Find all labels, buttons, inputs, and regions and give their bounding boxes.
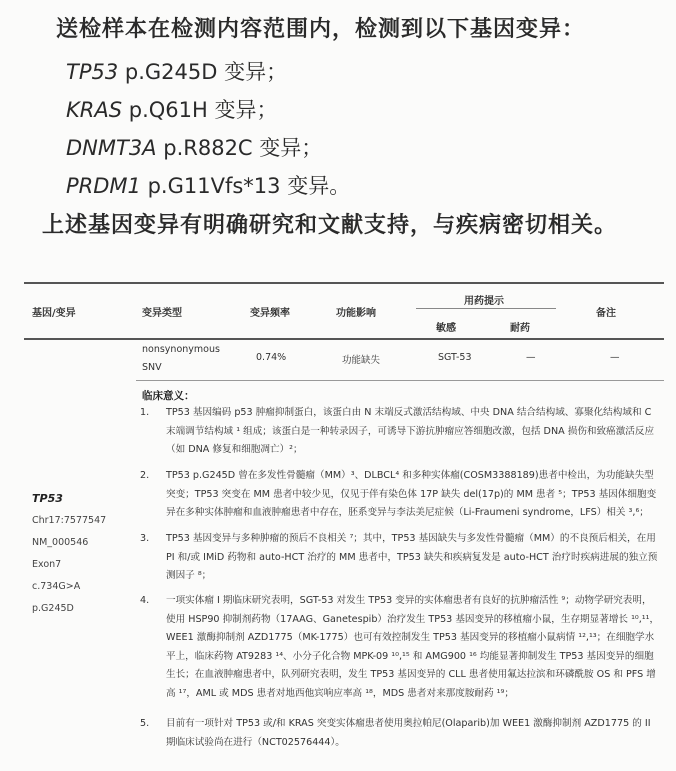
gene-transcript: NM_000546 [32,537,89,548]
variant-line [66,170,350,200]
item-text: TP53 基因变异与多种肿瘤的预后不良相关 ⁷；其中，TP53 基因缺失与多发性骨髓瘤（MM）的不良预后相关，在用 PI 和/或 IMiD 药物和 auto-HCT 治疗的 MM 患者中，TP53 缺失和疾病复发是 auto-HCT 治疗时疾病进展的独立预测因子 ⁸； [166,533,658,581]
cell-note: — [610,352,620,363]
gene-cdna: c.734G>A [32,581,81,592]
clinical-item [140,404,660,460]
summary-conclusion: 上述基因变异有明确研究和文献支持，与疾病密切相关。 [42,213,618,238]
gene-protein: p.G245D [32,603,74,614]
variant-gene: DNMT3A [66,136,157,160]
cell-impact: 功能缺失 [342,355,381,366]
row-divider [136,380,664,381]
header-type: 变异类型 [142,308,182,319]
item-text: TP53 p.G245D 曾在多发性骨髓瘤（MM）³、DLBCL⁴ 和多种实体瘤(COSM3388189)患者中检出，为功能缺失型突变；TP53 突变在 MM 患者中较少见，仅见于伴有染色体 17P 缺失 del(17p)的 MM 患者 ⁵；TP53 基因体细胞变异在多种实体肿瘤和血液肿瘤患者中存在，胚系变异与李法美尼症候（Li-Fraumeni syndrome，LFS）相关 ³,⁶； [166,470,657,518]
gene-position: Chr17:7577547 [32,515,107,526]
header-sensitive: 敏感 [436,323,456,334]
item-number: 4. [140,595,150,606]
report-summary [0,0,676,258]
gene-info [32,488,106,620]
variant-change: p.Q61H 变异； [128,98,278,122]
item-number: 3. [140,533,150,544]
variant-change: p.G245D 变异； [124,60,288,84]
clinical-item [140,467,660,523]
clinical-item [140,530,660,586]
header-note: 备注 [596,308,616,319]
header-gene: 基因/变异 [32,308,76,319]
item-number: 1. [140,407,150,418]
gene-exon: Exon7 [32,559,62,570]
clinical-item [140,715,660,752]
variant-table [24,282,664,771]
header-freq: 变异频率 [250,308,290,319]
cell-freq: 0.74% [256,352,287,363]
cell-sensitive: SGT-53 [438,352,472,363]
item-text: 一项实体瘤 I 期临床研究表明，SGT-53 对发生 TP53 变异的实体瘤患者有良好的抗肿瘤活性 ⁹；动物学研究表明，使用 HSP90 抑制剂药物（17AAG、Ganetespib）治疗发生 TP53 基因变异的移植瘤小鼠，生存期显著增长 ¹⁰,¹¹，WEE1 激酶抑制剂 AZD1775（MK-1775）也可有效控制发生 TP53 基因变异的移植瘤小鼠病情 ¹²,¹³；在细胞学水平上，临床药物 AT9283 ¹⁴、小分子化合物 MPK-09 ¹⁰,¹⁵ 和 AMG900 ¹⁶ 均能显著抑制发生 TP53 基因变异的细胞生长；在血液肿瘤患者中，队列研究表明，发生 TP53 基因变异的 CLL 患者使用氟达拉滨和环磷酰胺 OS 和 PFS 增高 ¹⁷，AML 或 MDS 患者对地西他宾响应率高 ¹⁸，MDS 患者对来那度胺耐药 ¹⁹； [166,595,660,699]
variant-gene: TP53 [66,60,119,84]
summary-heading: 送检样本在检测内容范围内，检测到以下基因变异： [56,17,586,42]
header-drug: 用药提示 [464,296,504,307]
variant-line [66,94,277,124]
header-impact: 功能影响 [336,308,376,319]
clinical-item [140,592,660,703]
variant-change: p.R882C 变异； [163,136,323,160]
header-resistant: 耐药 [510,323,530,334]
variant-gene: PRDM1 [66,174,141,198]
item-text: TP53 基因编码 p53 肿瘤抑制蛋白，该蛋白由 N 末端反式激活结构域、中央 DNA 结合结构域、寡聚化结构域和 C 末端调节结构域 ¹ 组成；该蛋白是一种转录因子，可诱导下游抗肿瘤应答细胞改激，包括 DNA 损伤和致癌激活反应（如 DNA 修复和细胞凋亡）²； [166,407,655,455]
drug-subheader-rule [416,308,556,309]
clinical-title: 临床意义： [142,390,195,402]
header-bottom-rule [24,338,664,340]
cell-resistant: — [526,352,536,363]
table-top-rule [24,282,664,284]
item-number: 5. [140,718,150,729]
variant-change: p.G11Vfs*13 变异。 [147,174,351,198]
item-number: 2. [140,470,150,481]
item-text: 目前有一项针对 TP53 或/和 KRAS 突变实体瘤患者使用奥拉帕尼(Olaparib)加 WEE1 激酶抑制剂 AZD1775 的 II 期临床试验尚在进行（NCT02576444）。 [166,718,651,748]
cell-type-line2: SNV [142,362,162,373]
variant-gene: KRAS [66,98,123,122]
cell-type: nonsynonymous [142,344,220,355]
gene-name: TP53 [32,492,63,505]
variant-line [66,56,287,86]
variant-line [66,132,322,162]
